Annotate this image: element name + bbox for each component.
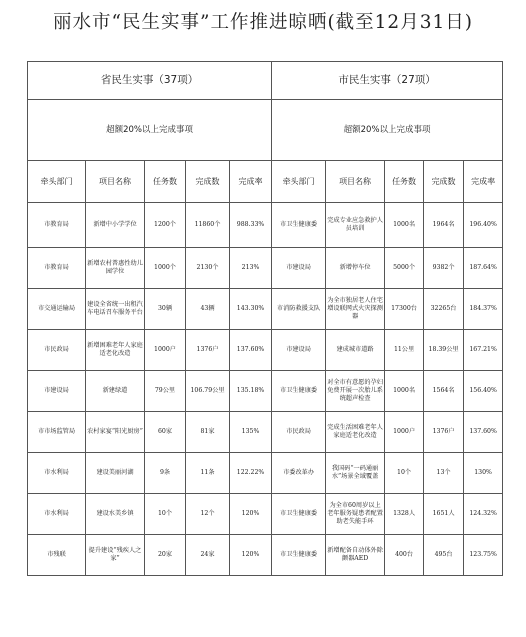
city-target-cell: 1000名	[385, 203, 424, 248]
city-completed-cell: 13个	[424, 453, 464, 494]
province-completed-cell: 2130个	[186, 248, 230, 289]
province-project-cell: 新建绿道	[86, 371, 145, 412]
city-rate-cell: 130%	[464, 453, 503, 494]
province-department-cell: 市教育局	[28, 203, 86, 248]
city-department-cell: 市卫生健康委	[272, 203, 326, 248]
city-project-cell: 完成生活困难老年人家庭适老化改造	[326, 412, 385, 453]
province-department-cell: 市建设局	[28, 371, 86, 412]
city-project-cell: 建成城市道路	[326, 330, 385, 371]
province-target-cell: 30辆	[145, 289, 186, 330]
city-completed-cell: 32265台	[424, 289, 464, 330]
column-header-completed: 完成数	[186, 161, 230, 203]
city-completed-cell: 1964名	[424, 203, 464, 248]
city-project-cell: 为全市独居老人住宅增设联网式火灾探测器	[326, 289, 385, 330]
column-header-project: 项目名称	[326, 161, 385, 203]
city-completed-cell: 9382个	[424, 248, 464, 289]
province-project-cell: 建设全省统一出租汽车电话召车服务平台	[86, 289, 145, 330]
province-project-cell: 新增农村普惠性幼儿园学位	[86, 248, 145, 289]
city-department-cell: 市民政局	[272, 412, 326, 453]
city-target-cell: 1000户	[385, 412, 424, 453]
province-section-subheading: 超额20%以上完成事项	[28, 100, 272, 161]
city-completed-cell: 495台	[424, 535, 464, 576]
city-department-cell: 市消防救援支队	[272, 289, 326, 330]
table-row	[28, 412, 503, 453]
province-rate-cell: 122.22%	[230, 453, 272, 494]
province-target-cell: 1000户	[145, 330, 186, 371]
province-department-cell: 市残联	[28, 535, 86, 576]
province-target-cell: 79公里	[145, 371, 186, 412]
city-department-cell: 市委改革办	[272, 453, 326, 494]
city-completed-cell: 1651人	[424, 494, 464, 535]
province-completed-cell: 106.79公里	[186, 371, 230, 412]
province-rate-cell: 120%	[230, 494, 272, 535]
city-section-subheading: 超额20%以上完成事项	[272, 100, 503, 161]
province-completed-cell: 12个	[186, 494, 230, 535]
province-completed-cell: 24家	[186, 535, 230, 576]
province-project-cell: 新增中小学学位	[86, 203, 145, 248]
city-rate-cell: 184.37%	[464, 289, 503, 330]
column-header-department: 牵头部门	[28, 161, 86, 203]
table-row	[28, 453, 503, 494]
city-rate-cell: 123.75%	[464, 535, 503, 576]
province-target-cell: 1200个	[145, 203, 186, 248]
city-rate-cell: 137.60%	[464, 412, 503, 453]
province-rate-cell: 213%	[230, 248, 272, 289]
progress-table	[27, 61, 503, 576]
column-header-department: 牵头部门	[272, 161, 326, 203]
province-department-cell: 市市场监管局	[28, 412, 86, 453]
province-rate-cell: 988.33%	[230, 203, 272, 248]
column-header-rate: 完成率	[464, 161, 503, 203]
page-title: 丽水市“民生实事”工作推进晾晒(截至12月31日)	[53, 12, 473, 33]
city-project-cell: 新增停车位	[326, 248, 385, 289]
column-header-project: 项目名称	[86, 161, 145, 203]
city-rate-cell: 167.21%	[464, 330, 503, 371]
city-project-cell: 为全市60周岁以上老年服务疑患者配置助老失能手环	[326, 494, 385, 535]
province-target-cell: 20家	[145, 535, 186, 576]
province-completed-cell: 43辆	[186, 289, 230, 330]
province-target-cell: 60家	[145, 412, 186, 453]
table-body	[28, 203, 503, 576]
table-row	[28, 330, 503, 371]
city-project-cell: 对全市有意愿的孕妇免费开展一次胎儿系统超声检查	[326, 371, 385, 412]
province-completed-cell: 81家	[186, 412, 230, 453]
province-project-cell: 建设美丽河湖	[86, 453, 145, 494]
city-completed-cell: 18.39公里	[424, 330, 464, 371]
column-header-target: 任务数	[385, 161, 424, 203]
city-project-cell: 我国码“一码通丽水”场景全域覆盖	[326, 453, 385, 494]
province-section-heading: 省民生实事（37项）	[28, 62, 272, 100]
city-project-cell: 新增配备自动体外除颤器AED	[326, 535, 385, 576]
province-project-cell: 农村家宴“阳光厨房”	[86, 412, 145, 453]
province-department-cell: 市民政局	[28, 330, 86, 371]
province-project-cell: 提升建设“残疾人之家”	[86, 535, 145, 576]
province-target-cell: 9条	[145, 453, 186, 494]
province-rate-cell: 120%	[230, 535, 272, 576]
province-project-cell: 新增困难老年人家庭适老化改造	[86, 330, 145, 371]
province-department-cell: 市交通运输局	[28, 289, 86, 330]
city-completed-cell: 1564名	[424, 371, 464, 412]
city-rate-cell: 187.64%	[464, 248, 503, 289]
table-row	[28, 535, 503, 576]
column-header-target: 任务数	[145, 161, 186, 203]
city-target-cell: 10个	[385, 453, 424, 494]
city-target-cell: 11公里	[385, 330, 424, 371]
province-completed-cell: 1376户	[186, 330, 230, 371]
table-row	[28, 203, 503, 248]
table-row	[28, 494, 503, 535]
province-rate-cell: 143.30%	[230, 289, 272, 330]
city-target-cell: 5000个	[385, 248, 424, 289]
province-department-cell: 市教育局	[28, 248, 86, 289]
city-department-cell: 市卫生健康委	[272, 535, 326, 576]
city-target-cell: 1000名	[385, 371, 424, 412]
city-rate-cell: 156.40%	[464, 371, 503, 412]
province-rate-cell: 135.18%	[230, 371, 272, 412]
city-section-heading: 市民生实事（27项）	[272, 62, 503, 100]
city-department-cell: 市卫生健康委	[272, 371, 326, 412]
city-target-cell: 17300台	[385, 289, 424, 330]
column-header-completed: 完成数	[424, 161, 464, 203]
city-target-cell: 1328人	[385, 494, 424, 535]
city-target-cell: 400台	[385, 535, 424, 576]
province-target-cell: 1000个	[145, 248, 186, 289]
table-row	[28, 371, 503, 412]
city-rate-cell: 124.32%	[464, 494, 503, 535]
province-rate-cell: 135%	[230, 412, 272, 453]
city-rate-cell: 196.40%	[464, 203, 503, 248]
province-target-cell: 10个	[145, 494, 186, 535]
province-department-cell: 市水利局	[28, 453, 86, 494]
city-department-cell: 市卫生健康委	[272, 494, 326, 535]
city-project-cell: 完成专业应急救护人员培训	[326, 203, 385, 248]
province-department-cell: 市水利局	[28, 494, 86, 535]
column-header-row	[28, 161, 503, 203]
column-header-rate: 完成率	[230, 161, 272, 203]
province-rate-cell: 137.60%	[230, 330, 272, 371]
table-row	[28, 289, 503, 330]
province-completed-cell: 11条	[186, 453, 230, 494]
city-department-cell: 市建设局	[272, 248, 326, 289]
province-completed-cell: 11860个	[186, 203, 230, 248]
city-department-cell: 市建设局	[272, 330, 326, 371]
city-completed-cell: 1376户	[424, 412, 464, 453]
province-project-cell: 建设水美乡镇	[86, 494, 145, 535]
table-row	[28, 248, 503, 289]
